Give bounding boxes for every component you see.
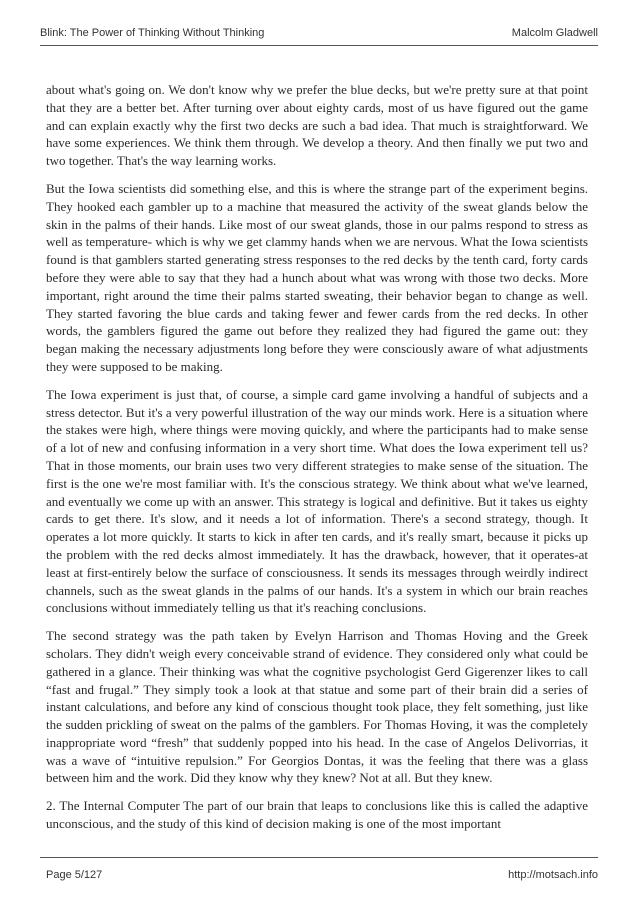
paragraph-4: The second strategy was the path taken by Evelyn Harrison and Thomas Hoving and the Greek scholars. They didn't weigh every conceivable strand of evidence. They considered only what could be gathered in a glance. Their thinking was what the cognitive psychologist Gerd Gigerenzer likes to call “fast and frugal.” They simply took a look at that statue and some part of their brain did a series of instant calculations, and before any kind of conscious thought took place, they felt something, just like the sudden prickling of sweat on the palms of the gamblers. For Thomas Hoving, it was the completely inappropriate word “fresh” that suddenly popped into his head. In the case of Angelos Delivorrias, it was a wave of “intuitive repulsion.” For Georgios Dontas, it was the feeling that there was a glass between him and the work. Did they know why they knew? Not at all. But they knew. [46,628,588,786]
book-title: Blink: The Power of Thinking Without Thinking [40,27,265,39]
paragraph-2: But the Iowa scientists did something else, and this is where the strange part of the experiment begins. They hooked each gambler up to a machine that measured the activity of the sweat glands below the skin in the palms of their hands. Like most of our sweat glands, those in our palms respond to stress as well as temperature- which is why we get clammy hands when we are nervous. What the Iowa scientists found is that gamblers started generating stress responses to the red decks by the tenth card, forty cards before they were able to say that they had a hunch about what was wrong with those two decks. More important, right around the time their palms started sweating, their behavior began to change as well. They started favoring the blue cards and taking fewer and fewer cards from the red decks. In other words, the gamblers figured the game out before they realized they had figured the game out: they began making the necessary adjustments long before they were consciously aware of what adjustments they were supposed to be making. [46,180,588,374]
running-footer [40,857,598,881]
paragraph-5: 2. The Internal Computer The part of our brain that leaps to conclusions like this is called the adaptive unconscious, and the study of this kind of decision making is one of the most important [46,798,588,832]
author-name: Malcolm Gladwell [511,27,598,39]
paragraph-1: about what's going on. We don't know why we prefer the blue decks, but we're pretty sure at that point that they are a better bet. After turning over about eighty cards, most of us have figured out the game and can explain exactly why the first two decks are such a bad idea. That much is straightforward. We have some experiences. We think them through. We develop a theory. And then finally we put two and two together. That's the way learning works. [46,82,588,169]
paragraph-3: The Iowa experiment is just that, of course, a simple card game involving a handful of subjects and a stress detector. But it's a very powerful illustration of the way our minds work. Here is a situation where the stakes were high, where things were moving quickly, and where the participants had to make sense of a lot of new and confusing information in a very short time. What does the Iowa experiment tell us? That in those moments, our brain uses two very different strategies to make sense of the situation. The first is the one we're most familiar with. It's the conscious strategy. We think about what we've learned, and eventually we come up with an answer. This strategy is logical and definitive. But it takes us eighty cards to get there. It's slow, and it needs a lot of information. There's a second strategy, though. It operates a lot more quickly. It starts to kick in after ten cards, and it's really smart, because it picks up the problem with the red decks almost immediately. It has the drawback, however, that it operates-at least at first-entirely below the surface of consciousness. It sends its messages through weirdly indirect channels, such as the sweat glands in the palms of our hands. It's a system in which our brain reaches conclusions without immediately telling us that it's reaching conclusions. [46,386,588,616]
site-link[interactable]: http://motsach.info [508,869,598,881]
running-header [40,27,598,46]
page-number: Page 5/127 [46,869,103,881]
page-body [46,81,588,841]
